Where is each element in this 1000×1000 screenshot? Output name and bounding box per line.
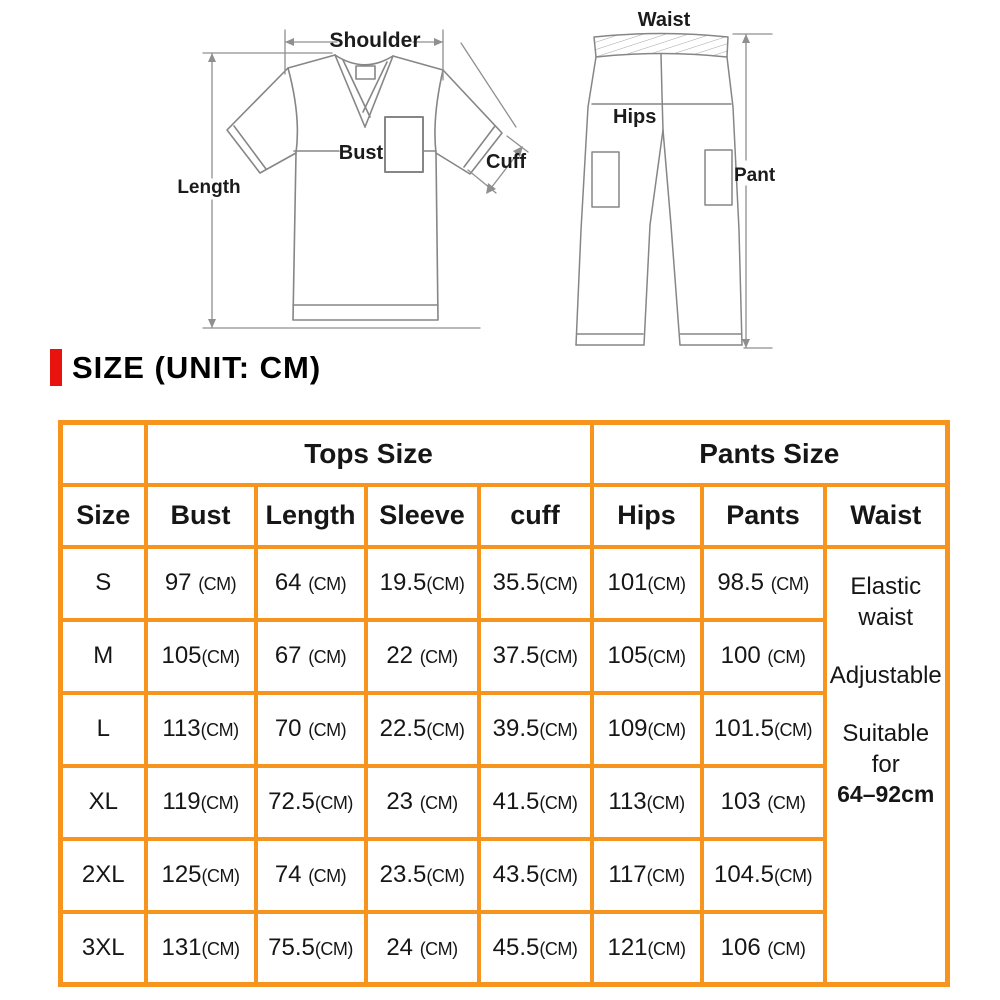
shoulder-label: Shoulder	[329, 29, 421, 52]
measure-cell: 119(CM)	[146, 766, 256, 839]
sleeve-hem-left	[234, 126, 266, 169]
measure-cell: 131(CM)	[146, 912, 256, 985]
col-header-length: Length	[256, 485, 366, 547]
measure-cell: 35.5(CM)	[479, 547, 592, 620]
top-measure-arrows	[208, 38, 523, 328]
size-section-title	[50, 349, 321, 386]
tops-size-group-header: Tops Size	[146, 423, 592, 485]
measure-cell: 117(CM)	[592, 839, 702, 912]
size-cell: M	[61, 620, 146, 693]
pant-label: Pant	[734, 165, 776, 186]
measure-cell: 125(CM)	[146, 839, 256, 912]
top-body-outline	[227, 55, 502, 320]
measure-cell: 24 (CM)	[366, 912, 479, 985]
size-row-xl	[61, 766, 948, 839]
measure-cell: 41.5(CM)	[479, 766, 592, 839]
pants-measure-lines	[733, 34, 772, 348]
measure-cell: 64 (CM)	[256, 547, 366, 620]
outer-seam-left	[576, 57, 596, 345]
armhole-right	[435, 70, 443, 153]
section-title-text: SIZE (UNIT: CM)	[72, 349, 322, 385]
waist-note-line: Suitable for	[842, 720, 930, 779]
size-row-3xl	[61, 912, 948, 985]
cargo-pocket-left	[592, 152, 619, 207]
neck-tag	[356, 66, 375, 79]
measure-cell: 75.5(CM)	[256, 912, 366, 985]
measure-cell: 100 (CM)	[702, 620, 825, 693]
pants-size-group-header: Pants Size	[592, 423, 948, 485]
chest-pocket	[385, 117, 423, 172]
waist-note-cell	[825, 547, 948, 985]
red-accent-bar	[50, 349, 62, 386]
size-cell: 3XL	[61, 912, 146, 985]
col-header-sleeve: Sleeve	[366, 485, 479, 547]
garment-diagram	[0, 0, 1000, 372]
col-header-cuff: cuff	[479, 485, 592, 547]
measure-cell: 22 (CM)	[366, 620, 479, 693]
col-header-bust: Bust	[146, 485, 256, 547]
cuff-label: Cuff	[486, 151, 526, 173]
bust-label: Bust	[338, 142, 384, 164]
size-cell: S	[61, 547, 146, 620]
size-row-l	[61, 693, 948, 766]
measure-cell: 45.5(CM)	[479, 912, 592, 985]
size-table-body	[61, 547, 948, 985]
group-header-row	[61, 423, 948, 485]
size-cell: L	[61, 693, 146, 766]
waist-range: 64–92cm	[837, 781, 935, 808]
length-label: Length	[177, 177, 241, 198]
scrub-top-drawing	[227, 55, 502, 320]
measure-cell: 113(CM)	[146, 693, 256, 766]
armhole-left	[288, 68, 297, 153]
measure-cell: 113(CM)	[592, 766, 702, 839]
leg-hem-left	[576, 334, 644, 345]
measure-cell: 23.5(CM)	[366, 839, 479, 912]
size-cell: XL	[61, 766, 146, 839]
measure-cell: 105(CM)	[146, 620, 256, 693]
measure-cell: 74 (CM)	[256, 839, 366, 912]
measure-cell: 67 (CM)	[256, 620, 366, 693]
col-header-hips: Hips	[592, 485, 702, 547]
measure-cell: 104.5(CM)	[702, 839, 825, 912]
pants-drawing	[576, 34, 742, 346]
measure-cell: 70 (CM)	[256, 693, 366, 766]
size-cell: 2XL	[61, 839, 146, 912]
top-measure-lines	[203, 30, 528, 328]
size-row-2xl	[61, 839, 948, 912]
measure-cell: 72.5(CM)	[256, 766, 366, 839]
measure-cell: 101.5(CM)	[702, 693, 825, 766]
measure-cell: 106 (CM)	[702, 912, 825, 985]
inner-seam-right	[663, 130, 680, 345]
measure-cell: 98.5 (CM)	[702, 547, 825, 620]
leg-hem-right	[680, 334, 742, 345]
outer-seam-right	[727, 57, 742, 345]
measure-cell: 109(CM)	[592, 693, 702, 766]
waist-note-line: Elastic waist	[850, 572, 922, 631]
inner-seam-left	[644, 130, 663, 345]
center-front-line	[661, 54, 663, 130]
col-header-size: Size	[61, 485, 146, 547]
measure-cell: 97 (CM)	[146, 547, 256, 620]
hips-label: Hips	[613, 106, 657, 128]
measure-cell: 105(CM)	[592, 620, 702, 693]
measure-cell: 37.5(CM)	[479, 620, 592, 693]
waist-note-line: Adjustable	[829, 661, 942, 689]
waist-label: Waist	[637, 9, 691, 31]
col-header-waist: Waist	[825, 485, 948, 547]
measure-cell: 23 (CM)	[366, 766, 479, 839]
measure-cell: 101(CM)	[592, 547, 702, 620]
size-row-m	[61, 620, 948, 693]
measure-cell: 43.5(CM)	[479, 839, 592, 912]
measure-cell: 121(CM)	[592, 912, 702, 985]
measure-cell: 22.5(CM)	[366, 693, 479, 766]
column-header-row	[61, 485, 948, 547]
measure-cell: 103 (CM)	[702, 766, 825, 839]
corner-cell	[61, 423, 146, 485]
measure-cell: 19.5(CM)	[366, 547, 479, 620]
cargo-pocket-right	[705, 150, 732, 205]
size-table	[58, 420, 950, 987]
measure-cell: 39.5(CM)	[479, 693, 592, 766]
col-header-pants: Pants	[702, 485, 825, 547]
size-row-s	[61, 547, 948, 620]
